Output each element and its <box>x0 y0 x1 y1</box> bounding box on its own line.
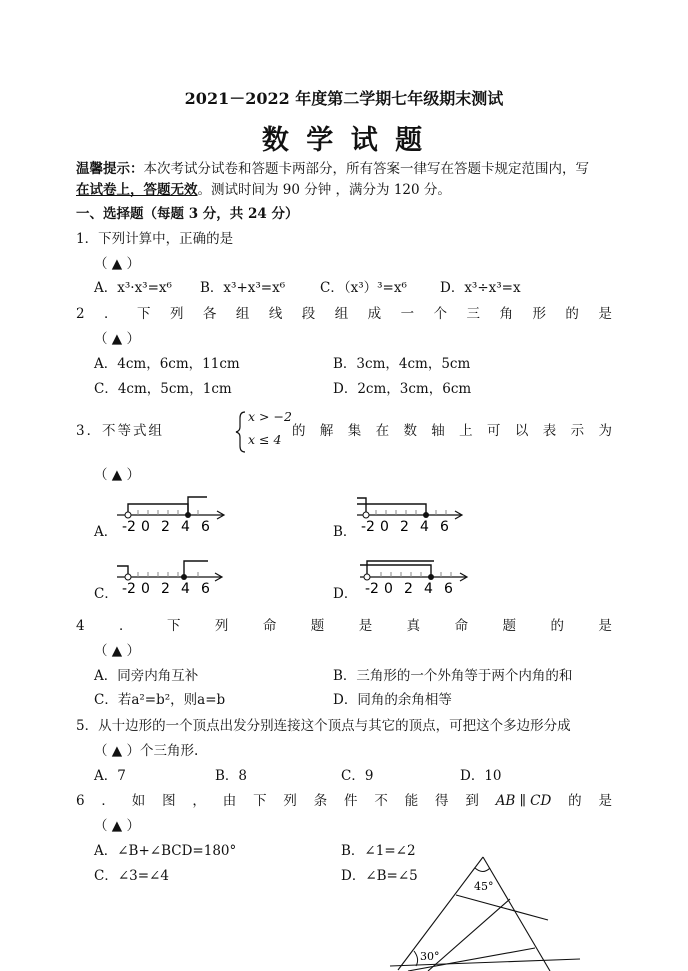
q6-char: 到 <box>465 793 479 809</box>
q2-blank: （ ▲ ） <box>94 331 140 347</box>
q6-stem <box>76 792 612 810</box>
q3-char: 数 <box>403 423 417 439</box>
q4-char: 真 <box>406 618 421 634</box>
notice-line-1 <box>76 160 589 178</box>
q3-option-b-label: B． <box>333 524 357 540</box>
q6-char: 不 <box>374 793 388 809</box>
q1-option-a: A．x³·x³=x⁶ <box>94 280 172 296</box>
q3-char: ． <box>86 423 101 439</box>
q1-option-d: D．x³÷x³=x <box>440 280 521 296</box>
q3-stem-left <box>76 422 162 440</box>
q4-char: 是 <box>598 618 612 634</box>
q3-system-1: x > −2 <box>248 409 292 424</box>
axis-tick-label: 4 <box>181 581 190 597</box>
number-line-d <box>358 556 476 602</box>
q4-option-d: D．同角的余角相等 <box>333 692 452 708</box>
axis-tick-label: 6 <box>440 519 449 535</box>
axis-tick-label: 2 <box>161 581 170 597</box>
q2-option-d: D．2cm，3cm，6cm <box>333 381 472 397</box>
axis-tick-label: -2 <box>365 581 379 597</box>
q2-char: 各 <box>202 306 217 322</box>
q4-option-c: C．若a²=b²，则a=b <box>94 692 226 708</box>
q5-stem-2: （ ▲ ）个三角形. <box>94 743 199 759</box>
axis-tick-label: 0 <box>141 581 150 597</box>
q3-char: 的 <box>292 423 306 439</box>
q1-stem: 1．下列计算中，正确的是 <box>76 231 234 247</box>
q2-char: 列 <box>169 306 184 322</box>
q6-char: 下 <box>253 793 267 809</box>
q3-char: 在 <box>375 423 390 439</box>
notice-line-2 <box>76 181 451 199</box>
axis-tick-label: -2 <box>122 519 136 535</box>
axis-tick-label: 2 <box>404 581 413 597</box>
q6-char: 是 <box>598 793 612 809</box>
q6-char: ， <box>192 793 206 809</box>
q2-char: 一 <box>400 306 415 322</box>
q3-char: 示 <box>570 423 585 439</box>
q6-option-a: A．∠B+∠BCD=180° <box>94 843 237 859</box>
notice-text-2: 。测试时间为 90 分钟 ，满分为 120 分。 <box>197 182 451 198</box>
number-line-c <box>115 556 230 602</box>
number-line-a <box>115 494 230 540</box>
q3-char: 为 <box>598 423 612 439</box>
q6-char: 能 <box>404 793 419 809</box>
q2-char: 2 <box>76 306 85 322</box>
q6-char: AB ∥ CD <box>495 793 552 809</box>
q2-char: 下 <box>137 306 151 322</box>
q3-char: 不 <box>102 423 116 439</box>
q4-option-b: B．三角形的一个外角等于两个内角的和 <box>333 668 573 684</box>
q2-char: 线 <box>268 306 283 322</box>
q4-char: 下 <box>166 618 181 634</box>
q3-option-c-label: C． <box>94 586 118 602</box>
axis-tick-label: 0 <box>384 581 393 597</box>
q6-char: 的 <box>568 793 582 809</box>
q3-char: 式 <box>132 423 147 439</box>
q6-char: 6 <box>76 793 85 809</box>
q4-char: 4 <box>76 618 85 634</box>
axis-tick-label: 4 <box>181 519 190 535</box>
q6-char: 条 <box>313 793 328 809</box>
q3-option-a-label: A． <box>94 524 118 540</box>
q6-char: 图 <box>162 793 176 809</box>
q4-char: 题 <box>502 618 517 634</box>
section-heading: 一、选择题（每题 3 分，共 24 分） <box>76 206 299 222</box>
exam-title: 2021－2022 年度第二学期七年级期末测试 <box>184 89 504 108</box>
q3-stem-right <box>292 422 612 440</box>
q3-system-2: x ≤ 4 <box>248 432 282 447</box>
subject-title: 数 学 试 题 <box>261 125 427 156</box>
q2-char: 形 <box>532 306 546 322</box>
q3-char: 上 <box>459 423 473 439</box>
q2-option-b: B．3cm，4cm，5cm <box>333 356 471 372</box>
axis-tick-label: 2 <box>400 519 409 535</box>
axis-tick-label: -2 <box>361 519 375 535</box>
axis-tick-label: -2 <box>122 581 136 597</box>
q5-stem: 5．从十边形的一个顶点出发分别连接这个顶点与其它的顶点，可把这个多边形分成 <box>76 718 571 734</box>
q2-char: 组 <box>235 306 250 322</box>
q3-char: 表 <box>542 423 557 439</box>
q6-char: 由 <box>222 793 237 809</box>
q4-char: 命 <box>454 618 469 634</box>
q1-option-c: C．（x³）³=x⁶ <box>320 280 407 296</box>
q3-char: 可 <box>487 423 501 439</box>
angle-label-45: 45° <box>474 880 494 893</box>
notice-text-1: 本次考试分试卷和答题卡两部分，所有答案一律写在答题卡规定范围内，写 <box>143 161 589 177</box>
q4-char: 是 <box>358 618 373 634</box>
q2-char: ． <box>104 306 118 322</box>
q2-char: 段 <box>301 306 316 322</box>
q6-char: 得 <box>435 793 449 809</box>
q2-option-c: C．4cm，5cm，1cm <box>94 381 232 397</box>
q3-option-d-label: D． <box>333 586 358 602</box>
q6-char: 件 <box>344 793 358 809</box>
q3-char: 解 <box>319 423 334 439</box>
q5-option-d: D．10 <box>460 768 502 784</box>
q4-char: 命 <box>262 618 277 634</box>
q2-option-a: A．4cm，6cm，11cm <box>94 356 240 372</box>
q3-char: 组 <box>148 423 162 439</box>
q6-option-b: B．∠1=∠2 <box>341 843 416 859</box>
q5-option-a: A．7 <box>94 768 126 784</box>
axis-tick-label: 2 <box>161 519 170 535</box>
q3-char: 3 <box>76 423 85 439</box>
q4-char: ． <box>119 618 133 634</box>
angle-label-30: 30° <box>420 950 440 963</box>
q6-char: ． <box>101 793 115 809</box>
q5-option-b: B．8 <box>215 768 248 784</box>
q3-char: 集 <box>347 423 362 439</box>
q3-char: 轴 <box>431 423 445 439</box>
q2-char: 是 <box>598 306 612 322</box>
q4-char: 列 <box>214 618 229 634</box>
q6-char: 如 <box>131 793 146 809</box>
q2-char: 成 <box>367 306 382 322</box>
system-brace <box>236 410 246 454</box>
q4-blank: （ ▲ ） <box>94 643 140 659</box>
q5-option-c: C．9 <box>341 768 374 784</box>
q4-stem <box>76 617 612 635</box>
q1-option-b: B．x³+x³=x⁶ <box>200 280 286 296</box>
q3-char: 以 <box>514 423 529 439</box>
axis-tick-label: 0 <box>380 519 389 535</box>
q4-char: 题 <box>310 618 325 634</box>
q6-blank: （ ▲ ） <box>94 818 140 834</box>
q4-char: 的 <box>550 618 564 634</box>
q6-geometry-figure <box>390 855 590 971</box>
number-line-b <box>355 494 470 540</box>
q2-char: 角 <box>499 306 513 322</box>
q6-option-d: D．∠B=∠5 <box>341 868 418 884</box>
q3-char: 等 <box>117 423 131 439</box>
q3-blank: （ ▲ ） <box>94 467 140 483</box>
q1-blank: （ ▲ ） <box>94 256 140 272</box>
axis-tick-label: 0 <box>141 519 150 535</box>
q2-char: 组 <box>334 306 349 322</box>
axis-tick-label: 4 <box>424 581 433 597</box>
q2-char: 个 <box>433 306 448 322</box>
axis-tick-label: 6 <box>444 581 453 597</box>
q4-option-a: A．同旁内角互补 <box>94 668 199 684</box>
notice-underlined: 在试卷上，答题无效 <box>76 182 198 198</box>
q2-char: 三 <box>466 306 481 322</box>
notice-label: 温馨提示： <box>76 161 144 177</box>
q6-option-c: C．∠3=∠4 <box>94 868 169 884</box>
axis-tick-label: 6 <box>201 581 210 597</box>
q6-char: 列 <box>283 793 297 809</box>
q2-stem <box>76 305 612 323</box>
axis-tick-label: 4 <box>420 519 429 535</box>
q2-char: 的 <box>565 306 579 322</box>
axis-tick-label: 6 <box>201 519 210 535</box>
